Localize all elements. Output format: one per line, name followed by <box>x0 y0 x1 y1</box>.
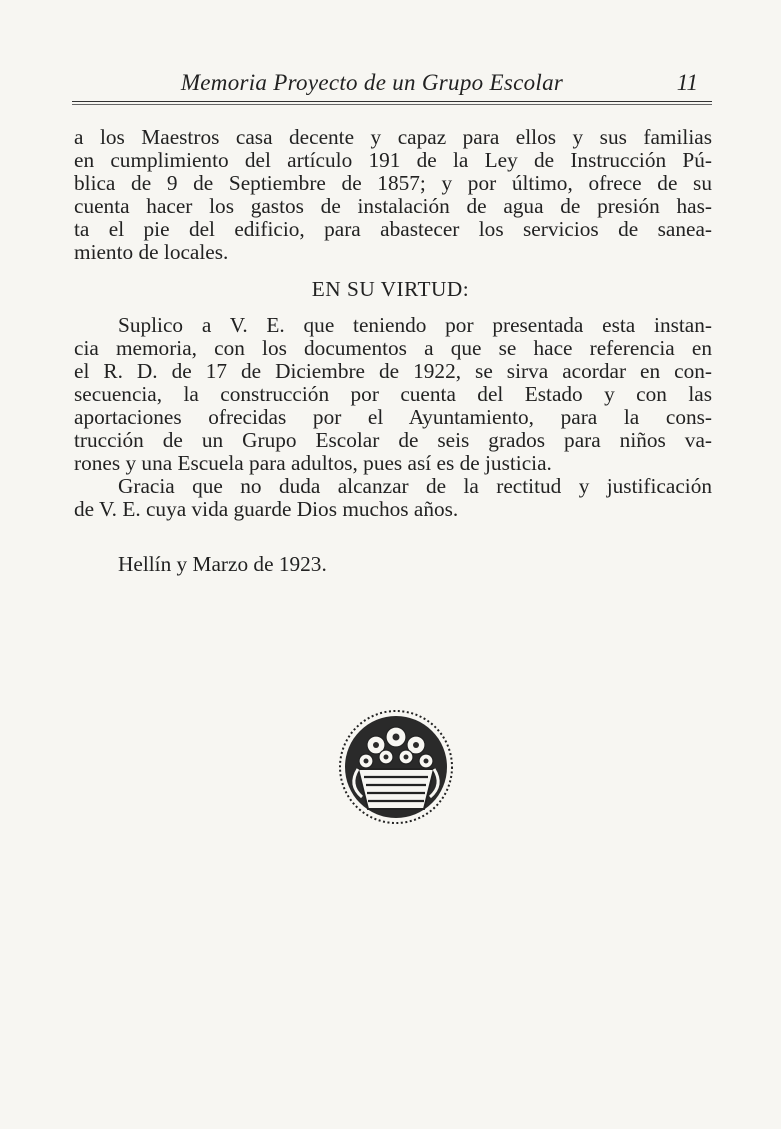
header-rule <box>72 101 712 105</box>
text-line: blica de 9 de Septiembre de 1857; y por último, ofrece de su <box>74 171 712 195</box>
text-line: a los Maestros casa decente y capaz para ellos y sus familias <box>74 125 712 149</box>
text-line: en cumplimiento del artículo 191 de la Ley de Instrucción Pú- <box>74 148 712 172</box>
text-line: trucción de un Grupo Escolar de seis grados para niños va- <box>74 428 712 452</box>
page-header <box>72 70 712 102</box>
date-line: Hellín y Marzo de 1923. <box>118 552 327 576</box>
text-line: de V. E. cuya vida guarde Dios muchos años. <box>74 497 459 521</box>
page-number: 11 <box>676 70 698 95</box>
text-line: cuenta hacer los gastos de instalación de agua de presión has- <box>74 194 712 218</box>
paragraph-2 <box>74 314 712 521</box>
text-line: Gracia que no duda alcanzar de la rectitud y justificación <box>118 474 712 498</box>
text-line: el R. D. de 17 de Diciembre de 1922, se sirva acordar en con- <box>74 359 712 383</box>
text-line: miento de locales. <box>74 240 229 264</box>
text-line: Suplico a V. E. que teniendo por presentada esta instan- <box>118 313 712 337</box>
text-line: cia memoria, con los documentos a que se hace referencia en <box>74 336 712 360</box>
text-line: secuencia, la construcción por cuenta del Estado y con las <box>74 382 712 406</box>
section-heading: EN SU VIRTUD: <box>311 277 470 301</box>
flower-basket-icon <box>336 707 456 827</box>
text-line: aportaciones ofrecidas por el Ayuntamiento, para la cons- <box>74 405 712 429</box>
text-line: ta el pie del edificio, para abastecer los servicios de sanea- <box>74 217 712 241</box>
running-title: Memoria Proyecto de un Grupo Escolar <box>180 70 564 95</box>
paragraph-1 <box>74 126 712 264</box>
text-line: rones y una Escuela para adultos, pues así es de justicia. <box>74 451 552 475</box>
